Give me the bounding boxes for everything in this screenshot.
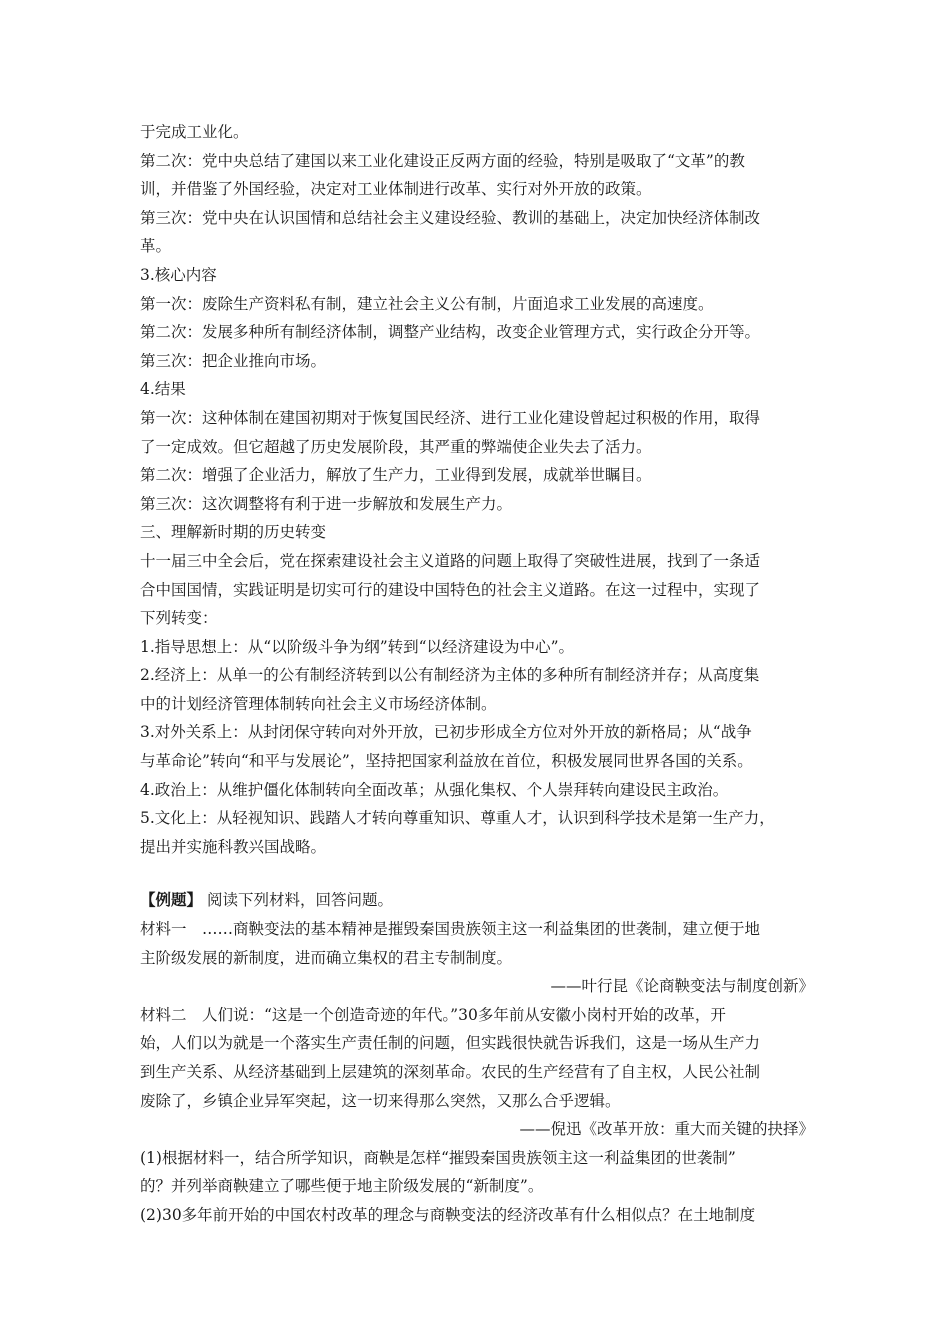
material-two-line: 材料二 人们说：“这是一个创造奇迹的年代。”30多年前从安徽小岗村开始的改革，开 bbox=[140, 1005, 726, 1024]
questions bbox=[140, 1144, 820, 1230]
text-line: 第三次：这次调整将有利于进一步解放和发展生产力。 bbox=[140, 494, 513, 513]
material-two bbox=[140, 1001, 820, 1115]
text-line: 第二次：增强了企业活力，解放了生产力，工业得到发展，成就举世瞩目。 bbox=[140, 466, 652, 485]
question-line: 的？并列举商鞅建立了哪些便于地主阶级发展的“新制度”。 bbox=[140, 1177, 544, 1196]
material-one-line: 主阶级发展的新制度，进而确立集权的君主专制制度。 bbox=[140, 948, 513, 967]
material-one-source: ——叶行昆《论商鞅变法与制度创新》 bbox=[550, 977, 814, 996]
text-line: 3.对外关系上：从封闭保守转向对外开放，已初步形成全方位对外开放的新格局；从“战争 bbox=[140, 723, 752, 742]
knowledge-section bbox=[140, 118, 820, 861]
text-line: 中的计划经济管理体制转向社会主义市场经济体制。 bbox=[140, 694, 497, 713]
text-line: 训，并借鉴了外国经验，决定对工业体制进行改革、实行对外开放的政策。 bbox=[140, 180, 652, 199]
material-two-line: 废除了，乡镇企业异军突起，这一切来得那么突然，又那么合乎逻辑。 bbox=[140, 1091, 621, 1110]
text-line: 三、理解新时期的历史转变 bbox=[140, 523, 327, 542]
text-line: 革。 bbox=[140, 237, 172, 256]
material-two-line: 到生产关系、从经济基础到上层建筑的深刻革命。农民的生产经营有了自主权，人民公社制 bbox=[140, 1063, 761, 1081]
text-line: 了一定成效。但它超越了历史发展阶段，其严重的弊端使企业失去了活力。 bbox=[140, 437, 652, 456]
text-line: 4.政治上：从维护僵化体制转向全面改革；从强化集权、个人崇拜转向建设民主政治。 bbox=[140, 780, 729, 799]
example-intro: 阅读下列材料，回答问题。 bbox=[202, 891, 393, 910]
paragraph-gap bbox=[140, 861, 820, 886]
material-one-line: 材料一 ……商鞅变法的基本精神是摧毁秦国贵族领主这一利益集团的世袭制，建立便于地 bbox=[140, 920, 761, 939]
text-line: 5.文化上：从轻视知识、践踏人才转向尊重知识、尊重人才，认识到科学技术是第一生产力， bbox=[140, 809, 775, 828]
text-line: 1.指导思想上：从“以阶级斗争为纲”转到“以经济建设为中心”。 bbox=[140, 637, 574, 656]
text-line: 4.结果 bbox=[140, 380, 186, 399]
text-line: 提出并实施科教兴国战略。 bbox=[140, 837, 327, 856]
text-line: 第二次：发展多种所有制经济体制，调整产业结构，改变企业管理方式，实行政企分开等。 bbox=[140, 323, 761, 342]
text-line: 于完成工业化。 bbox=[140, 123, 249, 141]
text-line: 与革命论”转向“和平与发展论”，坚持把国家利益放在首位，积极发展同世界各国的关系。 bbox=[140, 752, 753, 771]
text-line: 第一次：这种体制在建国初期对于恢复国民经济、进行工业化建设曾起过积极的作用，取得 bbox=[140, 408, 761, 427]
example-heading bbox=[140, 886, 820, 915]
text-line: 第三次：党中央在认识国情和总结社会主义建设经验、教训的基础上，决定加快经济体制改 bbox=[140, 208, 761, 227]
question-line: (1)根据材料一，结合所学知识，商鞅是怎样“摧毁秦国贵族领主这一利益集团的世袭制” bbox=[140, 1148, 736, 1167]
example-tag: 【例题】 bbox=[140, 890, 203, 910]
document-body bbox=[140, 118, 820, 1230]
text-line: 第一次：废除生产资料私有制，建立社会主义公有制，片面追求工业发展的高速度。 bbox=[140, 294, 714, 313]
text-line: 十一届三中全会后，党在探索建设社会主义道路的问题上取得了突破性进展，找到了一条适 bbox=[140, 551, 761, 570]
text-line: 合中国国情，实践证明是切实可行的建设中国特色的社会主义道路。在这一过程中，实现了 bbox=[140, 580, 761, 599]
text-line: 第三次：把企业推向市场。 bbox=[140, 351, 327, 370]
question-line: (2)30多年前开始的中国农村改革的理念与商鞅变法的经济改革有什么相似点？在土地制度 bbox=[140, 1205, 756, 1224]
material-one bbox=[140, 915, 820, 972]
material-two-source: ——倪迅《改革开放：重大而关键的抉择》 bbox=[519, 1120, 814, 1139]
material-two-line: 始，人们以为就是一个落实生产责任制的问题，但实践很快就告诉我们，这是一场从生产力 bbox=[140, 1034, 761, 1053]
text-line: 2.经济上：从单一的公有制经济转到以公有制经济为主体的多种所有制经济并存；从高度集 bbox=[140, 666, 760, 685]
text-line: 第二次：党中央总结了建国以来工业化建设正反两方面的经验，特别是吸取了“文革”的教 bbox=[140, 151, 745, 170]
text-line: 下列转变： bbox=[140, 609, 218, 628]
text-line: 3.核心内容 bbox=[140, 265, 217, 284]
